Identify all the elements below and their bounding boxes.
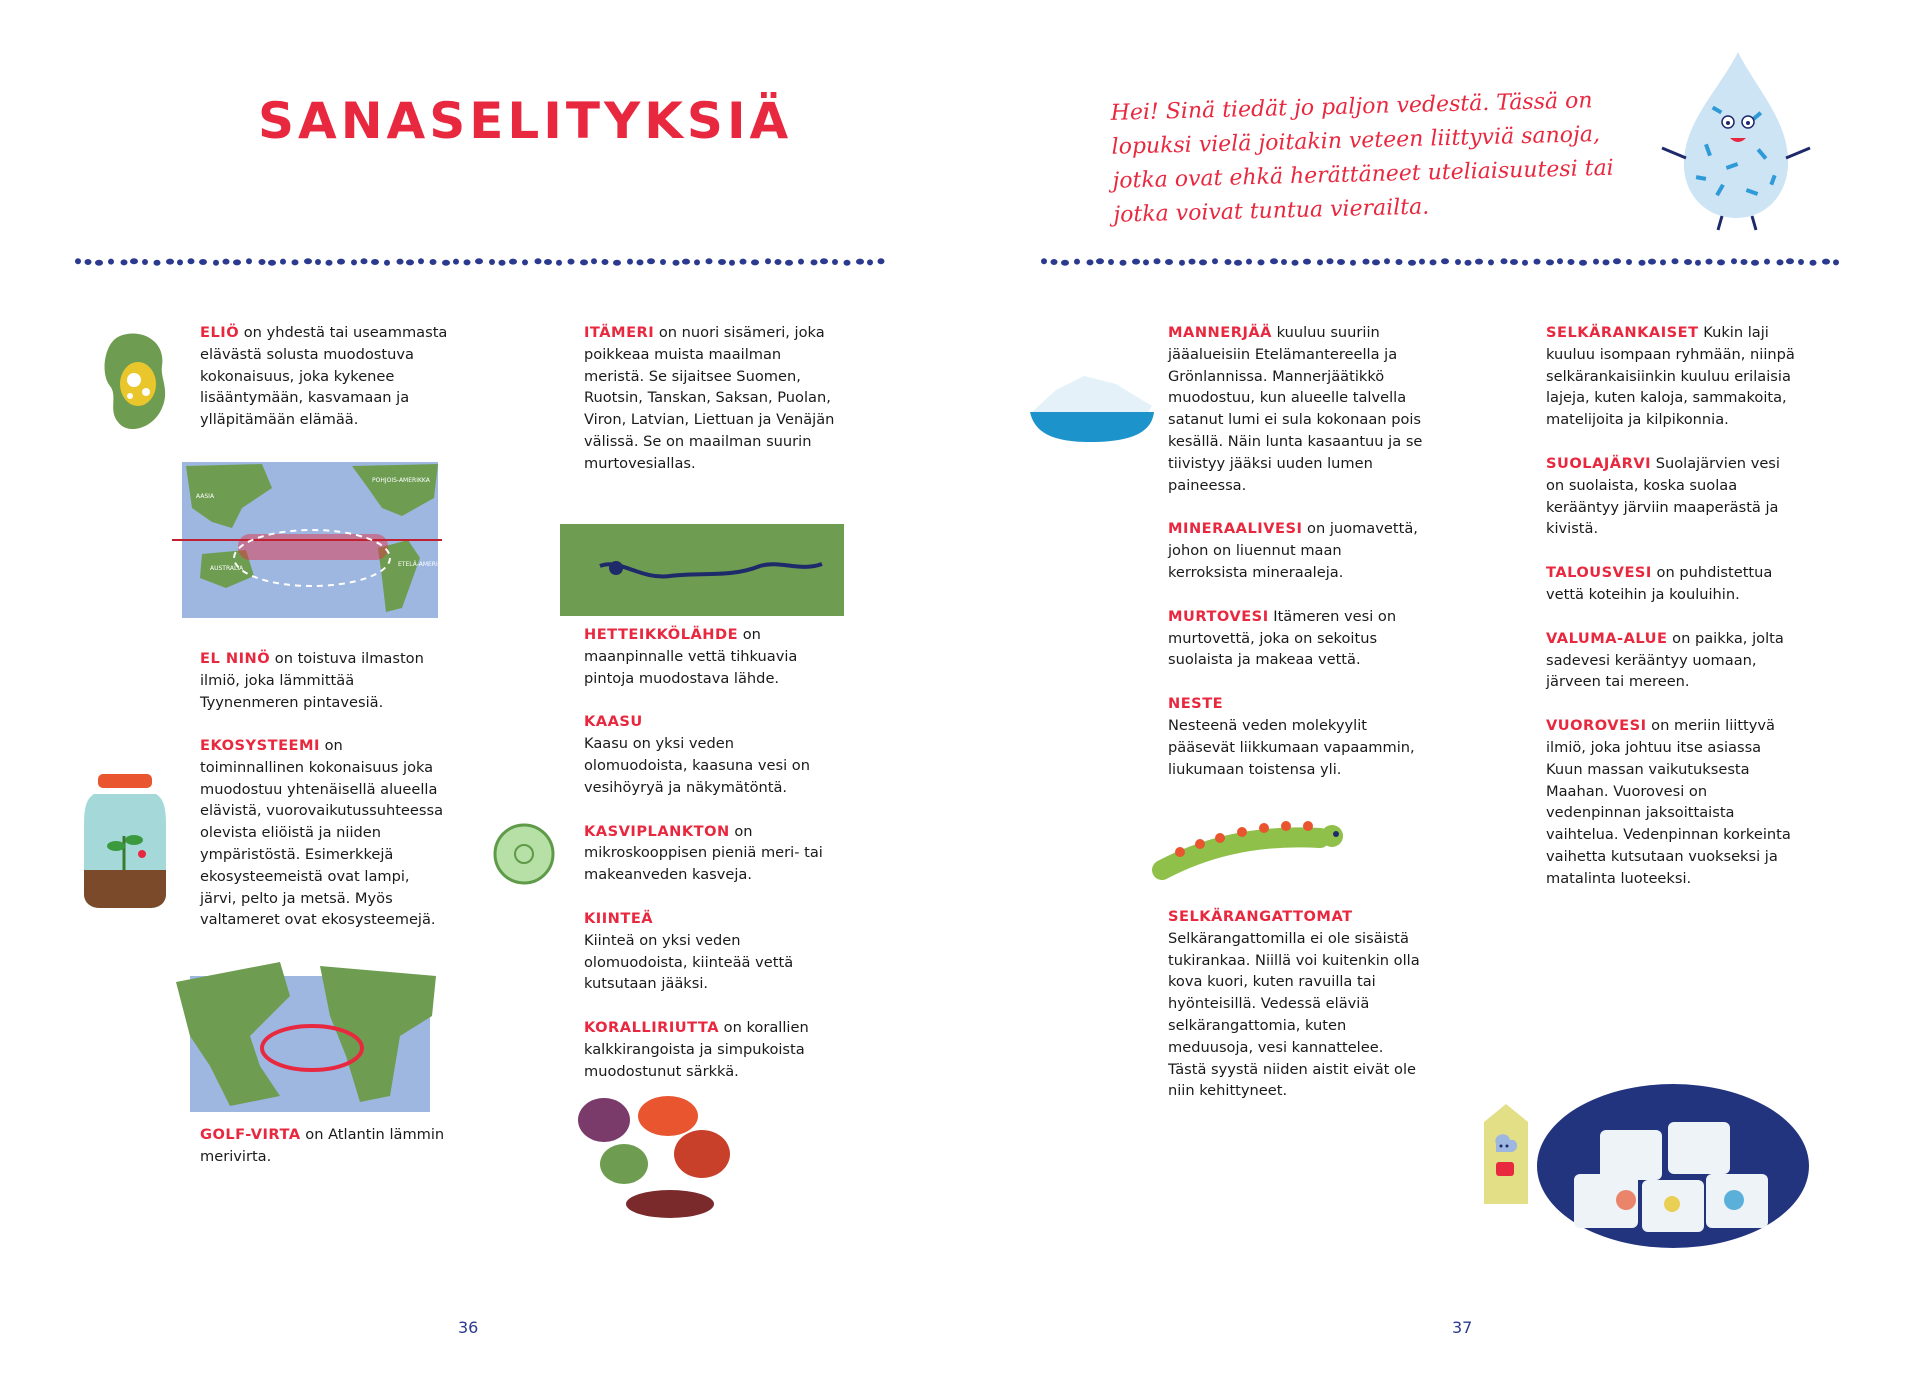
divider-dot bbox=[1430, 259, 1437, 265]
divider-dot bbox=[1475, 259, 1483, 265]
glossary-entry: SELKÄRANKAISET Kukin laji kuuluu isompaan ryhmään, niinpä selkärankaisiinkin kuuluu erilaisia lajeja, kuten kaloja, sammakoita, matelijoita ja kilpikonnia. bbox=[1546, 324, 1795, 429]
divider-dot bbox=[1154, 258, 1161, 264]
divider-dot bbox=[740, 259, 747, 265]
divider-dot bbox=[351, 259, 357, 265]
divider-dot bbox=[1303, 259, 1311, 265]
divider-dot bbox=[268, 260, 276, 266]
divider-dot bbox=[811, 259, 818, 265]
coral-reef-icon bbox=[574, 1092, 734, 1222]
page-title: SANASELITYKSIÄ bbox=[258, 92, 793, 150]
map-label-australia: AUSTRALIA bbox=[210, 565, 244, 572]
divider-dot bbox=[1372, 259, 1380, 265]
divider-dot bbox=[706, 258, 713, 264]
divider-dot bbox=[522, 259, 528, 265]
divider-dot bbox=[1672, 258, 1679, 264]
divider-dot bbox=[199, 259, 207, 265]
caterpillar-icon bbox=[1150, 814, 1350, 884]
divider-dot bbox=[1706, 259, 1713, 265]
glossary-entry: EKOSYSTEEMI on toiminnallinen kokonaisuus joka muodostuu yhtenäisellä alueella elävistä, vuorovaikutussuhteessa olevista eliöistä ja niiden ympäristöstä. Esimerkkejä ekosysteemeistä ovat lampi, järvi, pelto ja metsä. Myös valtameret ovat ekosysteemejä. bbox=[200, 737, 444, 929]
divider-dot bbox=[1165, 259, 1173, 265]
divider-dot bbox=[856, 259, 864, 265]
divider-dot bbox=[1246, 259, 1252, 265]
divider-dot bbox=[878, 258, 885, 264]
divider-dot bbox=[1143, 259, 1149, 265]
divider-dot bbox=[682, 259, 690, 265]
divider-dot bbox=[765, 258, 771, 264]
glossary-entry: MANNERJÄÄ kuuluu suuriin jääalueisiin Etelämantereella ja Grönlannissa. Mannerjäätikkö muodostuu, kun alueelle talvella satanut lumi ei sula kokonaan pois kesällä. Näin lunta kasaantuu ja se tiivistyy jääksi uuden lumen paineessa. bbox=[1168, 324, 1423, 494]
divider-dot bbox=[1396, 259, 1403, 265]
glossary-entry: KAASU Kaasu on yksi veden olomuodoista, kaasuna vesi on vesihöyryä ja näkymätöntä. bbox=[584, 713, 810, 796]
left-column-2a bbox=[584, 322, 840, 475]
page-number-right: 37 bbox=[1452, 1318, 1473, 1337]
divider-dot bbox=[1603, 259, 1610, 265]
divider-dot bbox=[292, 259, 299, 265]
divider-dot bbox=[188, 258, 195, 264]
divider-dot bbox=[361, 258, 368, 264]
divider-dot bbox=[246, 258, 252, 264]
divider-dot bbox=[1822, 259, 1830, 265]
dotted-divider-left bbox=[74, 255, 894, 269]
divider-dot bbox=[166, 259, 174, 265]
glossary-entry: GOLF-VIRTA on Atlantin lämmin merivirta. bbox=[200, 1126, 445, 1165]
divider-dot bbox=[1234, 260, 1242, 266]
left-column-1c bbox=[200, 735, 450, 931]
divider-dot bbox=[1626, 259, 1632, 265]
divider-dot bbox=[499, 260, 506, 266]
divider-dot bbox=[1132, 259, 1140, 265]
divider-dot bbox=[315, 259, 321, 265]
divider-dot bbox=[673, 260, 680, 266]
divider-dot bbox=[637, 259, 644, 265]
divider-dot bbox=[1120, 260, 1127, 266]
divider-dot bbox=[602, 259, 609, 265]
gulf-stream-map-icon bbox=[170, 956, 440, 1116]
glossary-entry: NESTE Nesteenä veden molekyylit pääsevät liikkumaan vapaammin, liukumaan toistensa yli. bbox=[1168, 695, 1415, 778]
glossary-entry: MINERAALIVESI on juomavettä, johon on liuennut maan kerroksista mineraaleja. bbox=[1168, 520, 1418, 581]
divider-dot bbox=[1337, 259, 1345, 265]
divider-dot bbox=[1327, 258, 1334, 264]
divider-dot bbox=[130, 258, 138, 264]
divider-dot bbox=[397, 259, 404, 265]
glossary-entry: VALUMA-ALUE on paikka, jolta sadevesi kerääntyy uomaan, järveen tai mereen. bbox=[1546, 629, 1784, 691]
divider-dot bbox=[1764, 259, 1770, 265]
divider-dot bbox=[121, 259, 128, 265]
divider-dot bbox=[1833, 259, 1839, 265]
glossary-entry: TALOUSVESI on puhdistettua vettä koteihin ja kouluihin. bbox=[1546, 564, 1773, 603]
right-column-1a bbox=[1168, 322, 1424, 780]
ice-cubes-icon bbox=[1530, 1070, 1816, 1250]
divider-dot bbox=[85, 259, 92, 265]
divider-dot bbox=[1179, 260, 1185, 266]
divider-dot bbox=[544, 259, 552, 265]
divider-dot bbox=[509, 259, 517, 265]
divider-dot bbox=[867, 259, 873, 265]
divider-dot bbox=[406, 259, 414, 265]
divider-dot bbox=[556, 260, 562, 266]
divider-dot bbox=[1225, 259, 1232, 265]
divider-dot bbox=[233, 259, 241, 265]
divider-dot bbox=[1074, 259, 1080, 265]
page-number-left: 36 bbox=[458, 1318, 479, 1337]
divider-dot bbox=[627, 259, 633, 265]
divider-dot bbox=[142, 259, 148, 265]
glossary-entry: SELKÄRANGATTOMAT Selkärangattomilla ei ole sisäistä tukirankaa. Niillä voi kuitenkin olla kova kuori, kuten ravuilla tai hyönteisillä. Vedessä eläviä selkärangattomia, kuten meduusoja, vesi kannattelee. Tästä syystä niiden aistit eivät ole niin kehittyneet. bbox=[1168, 908, 1420, 1100]
divider-dot bbox=[213, 260, 219, 266]
divider-dot bbox=[1731, 258, 1737, 264]
divider-dot bbox=[1510, 259, 1518, 265]
water-drop-character-icon bbox=[1656, 48, 1816, 234]
divider-dot bbox=[1741, 259, 1748, 265]
divider-dot bbox=[660, 259, 666, 265]
divider-dot bbox=[1292, 260, 1299, 266]
divider-dot bbox=[371, 259, 379, 265]
divider-dot bbox=[1384, 258, 1390, 264]
left-column-1b bbox=[200, 648, 450, 713]
divider-dot bbox=[1534, 259, 1541, 265]
divider-dot bbox=[1419, 259, 1425, 265]
divider-dot bbox=[1317, 259, 1323, 265]
divider-dot bbox=[591, 258, 597, 264]
divider-dot bbox=[1810, 260, 1817, 266]
divider-dot bbox=[75, 258, 81, 264]
divider-dot bbox=[1212, 258, 1218, 264]
divider-dot bbox=[154, 260, 161, 266]
left-column-2b bbox=[584, 624, 840, 1083]
divider-dot bbox=[1579, 260, 1587, 266]
terrarium-jar-icon bbox=[80, 770, 170, 910]
divider-dot bbox=[1568, 259, 1575, 265]
divider-dot bbox=[1717, 259, 1725, 265]
divider-dot bbox=[304, 258, 312, 264]
divider-dot bbox=[1087, 259, 1094, 265]
divider-dot bbox=[535, 258, 542, 264]
divider-dot bbox=[647, 258, 655, 264]
divider-dot bbox=[785, 260, 793, 266]
divider-dot bbox=[1199, 259, 1207, 265]
divider-dot bbox=[1455, 259, 1461, 265]
divider-dot bbox=[1777, 259, 1784, 265]
divider-dot bbox=[108, 259, 114, 265]
intro-text: Hei! Sinä tiedät jo paljon vedestä. Tässä on lopuksi vielä joitakin veteen liittyviä sanoja, jotka ovat ehkä herättäneet uteliaisuutesi tai jotka voivat tuntua vierailta. bbox=[1110, 88, 1615, 228]
divider-dot bbox=[580, 259, 588, 265]
divider-dot bbox=[430, 259, 437, 265]
divider-dot bbox=[1061, 260, 1069, 266]
divider-dot bbox=[1501, 258, 1508, 264]
divider-dot bbox=[337, 259, 345, 265]
divider-dot bbox=[751, 259, 759, 265]
divider-dot bbox=[1613, 258, 1621, 264]
glossary-entry: HETTEIKKÖLÄHDE on maanpinnalle vettä tihkuavia pintoja muodostava lähde. bbox=[584, 626, 798, 687]
divider-dot bbox=[832, 259, 838, 265]
divider-dot bbox=[1041, 258, 1047, 264]
divider-dot bbox=[1660, 259, 1666, 265]
divider-dot bbox=[1639, 260, 1646, 266]
right-column-1b bbox=[1168, 906, 1424, 1102]
milk-carton-icon bbox=[1474, 1100, 1538, 1208]
divider-dot bbox=[489, 259, 495, 265]
left-column-1d bbox=[200, 1124, 450, 1168]
divider-dot bbox=[1798, 259, 1804, 265]
glossary-entry: ELIÖ on yhdestä tai useammasta elävästä solusta muodostuva kokonaisuus, joka kykenee lisääntymään, kasvamaan ja ylläpitämään elämää. bbox=[200, 324, 448, 429]
map-label-north-america: POHJOIS-AMERIKKA bbox=[372, 477, 430, 484]
glossary-entry: KORALLIRIUTTA on korallien kalkkirangoista ja simpukoista muodostunut särkkä. bbox=[584, 1019, 809, 1080]
el-nino-map-icon bbox=[172, 458, 450, 624]
divider-dot bbox=[1684, 259, 1692, 265]
divider-dot bbox=[1441, 258, 1449, 264]
divider-dot bbox=[1465, 260, 1472, 266]
divider-dot bbox=[177, 259, 183, 265]
divider-dot bbox=[95, 260, 103, 266]
glossary-entry: EL NINÖ on toistuva ilmaston ilmiö, joka lämmittää Tyynenmeren pintavesiä. bbox=[200, 650, 424, 711]
right-column-2 bbox=[1546, 322, 1802, 890]
glossary-entry: VUOROVESI on meriin liittyvä ilmiö, joka johtuu itse asiassa Kuun massan vaikutuksesta Maahan. Vuorovesi on vedenpinnan jaksoittaista vaihtelua. Vedenpinnan korkeinta vaihetta kutsutaan vuokseksi ja matalinta luoteeksi. bbox=[1546, 717, 1791, 887]
divider-dot bbox=[568, 259, 575, 265]
map-label-asia: AASIA bbox=[196, 493, 215, 500]
divider-dot bbox=[729, 260, 735, 266]
divider-dot bbox=[1189, 259, 1196, 265]
divider-dot bbox=[1258, 259, 1265, 265]
divider-dot bbox=[1522, 260, 1528, 266]
divider-dot bbox=[820, 258, 828, 264]
glossary-entry: KIINTEÄ Kiinteä on yksi veden olomuodoista, kiinteää vettä kutsutaan jääksi. bbox=[584, 909, 794, 993]
divider-dot bbox=[384, 260, 390, 266]
divider-dot bbox=[1408, 260, 1416, 266]
divider-dot bbox=[442, 260, 450, 266]
glossary-entry: ITÄMERI on nuori sisämeri, joka poikkeaa muista maailman meristä. Se sijaitsee Suomen, Ruotsin, Tanskan, Saksan, Puolan, Viron, Latvian, Liettuan ja Venäjän välissä. Se on maailman suurin murtovesiallas. bbox=[584, 324, 835, 472]
divider-dot bbox=[1270, 258, 1278, 264]
divider-dot bbox=[718, 259, 726, 265]
divider-dot bbox=[613, 260, 621, 266]
glossary-entry: MURTOVESI Itämeren vesi on murtovettä, joka on sekoitus suolaista ja makeaa vettä. bbox=[1168, 607, 1397, 669]
divider-dot bbox=[464, 259, 471, 265]
phytoplankton-icon bbox=[492, 822, 556, 886]
divider-dot bbox=[326, 260, 333, 266]
divider-dot bbox=[280, 259, 286, 265]
glossary-entry: KASVIPLANKTON on mikroskooppisen pieniä meri- tai makeanveden kasveja. bbox=[584, 822, 823, 884]
divider-dot bbox=[798, 259, 804, 265]
cell-organism-icon bbox=[100, 330, 172, 438]
glacier-icon bbox=[1026, 372, 1160, 446]
divider-dot bbox=[1488, 259, 1494, 265]
divider-dot bbox=[475, 258, 483, 264]
divider-dot bbox=[775, 259, 782, 265]
divider-dot bbox=[844, 260, 851, 266]
divider-dot bbox=[1096, 258, 1104, 264]
glossary-entry: SUOLAJÄRVI Suolajärvien vesi on suolaista, koska suolaa kerääntyy järviin maaperästä ja kivistä. bbox=[1546, 454, 1780, 538]
divider-dot bbox=[259, 259, 266, 265]
divider-dot bbox=[1350, 260, 1356, 266]
divider-dot bbox=[418, 258, 424, 264]
divider-dot bbox=[1593, 259, 1599, 265]
divider-dot bbox=[1281, 259, 1287, 265]
divider-dot bbox=[1557, 258, 1563, 264]
spring-landscape-icon bbox=[560, 520, 844, 620]
left-column-1 bbox=[200, 322, 460, 431]
divider-dot bbox=[1546, 259, 1554, 265]
divider-dot bbox=[1695, 260, 1701, 266]
dotted-divider-right bbox=[1040, 255, 1850, 269]
divider-dot bbox=[1363, 259, 1370, 265]
divider-dot bbox=[1108, 259, 1114, 265]
divider-dot bbox=[1648, 259, 1656, 265]
map-label-south-america: ETELÄ-AMERIKKA bbox=[398, 561, 450, 568]
divider-dot bbox=[453, 259, 459, 265]
divider-dot bbox=[223, 259, 230, 265]
divider-dot bbox=[1786, 258, 1794, 264]
divider-dot bbox=[694, 259, 700, 265]
divider-dot bbox=[1751, 260, 1759, 266]
divider-dot bbox=[1051, 259, 1058, 265]
